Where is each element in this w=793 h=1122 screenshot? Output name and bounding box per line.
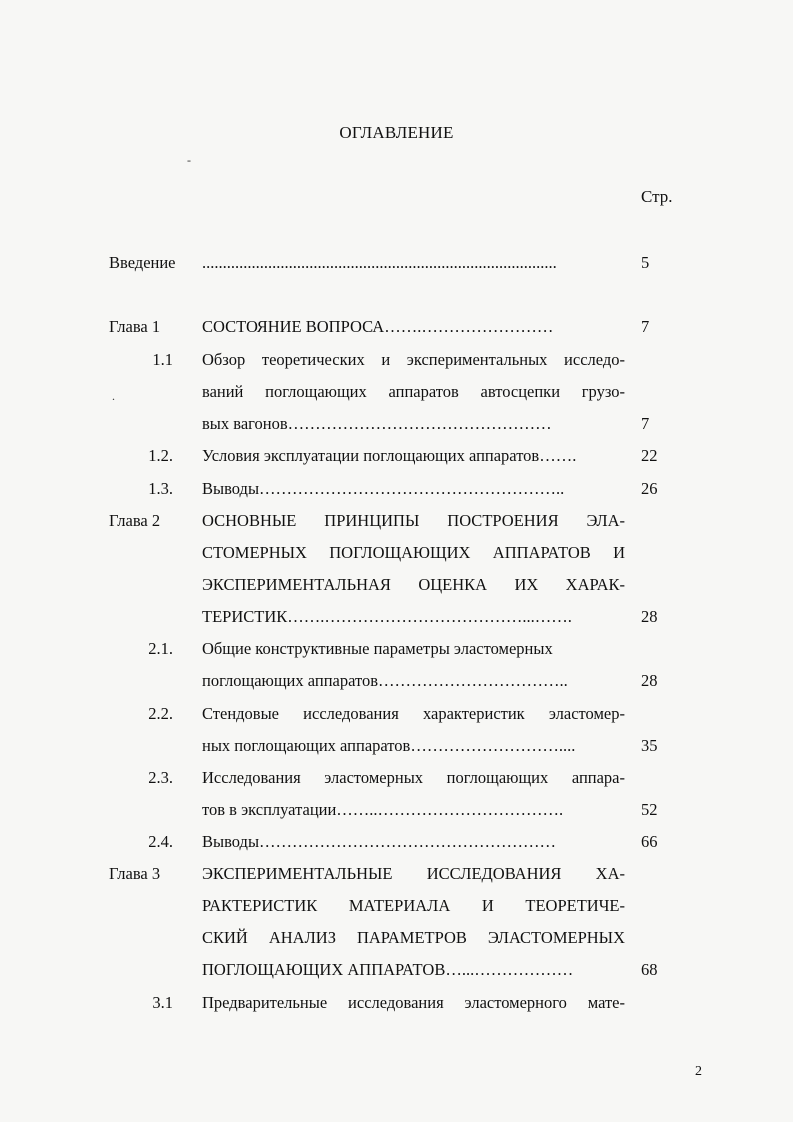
page-number: 2 [695, 1064, 702, 1079]
toc-row [0, 794, 793, 826]
toc-text: Общие конструктивные параметры эластомерных [202, 639, 553, 658]
toc-row [0, 665, 793, 697]
toc-row [0, 730, 793, 762]
toc-number: 1.1 [152, 350, 173, 369]
toc-text: ЭКСПЕРИМЕНТАЛЬНЫЕ ИССЛЕДОВАНИЯ ХА- [202, 864, 625, 883]
toc-number: 3.1 [152, 993, 173, 1012]
toc-row [0, 858, 793, 890]
toc-row [0, 954, 793, 986]
toc-text: вых вагонов………………………………………… [202, 414, 552, 433]
toc-text: СТОМЕРНЫХ ПОГЛОЩАЮЩИХ АППАРАТОВ И [202, 543, 625, 562]
toc-row [0, 247, 793, 279]
page-title: ОГЛАВЛЕНИЕ [339, 123, 454, 142]
toc-number: 2.1. [148, 639, 173, 658]
toc-row [0, 537, 793, 569]
toc-number: Глава 1 [109, 317, 161, 336]
toc-number: 2.4. [148, 832, 173, 851]
toc-page: 7 [641, 414, 650, 433]
toc-text: ных поглощающих аппаратов……………………….... [202, 736, 576, 755]
toc-row [0, 376, 793, 408]
toc-text: Условия эксплуатации поглощающих аппаратов……. [202, 446, 577, 465]
toc-number: Введение [109, 253, 176, 272]
toc-row [0, 408, 793, 440]
toc-row [0, 601, 793, 633]
page-column-header: Стр. [641, 187, 673, 206]
toc-text: ОСНОВНЫЕ ПРИНЦИПЫ ПОСТРОЕНИЯ ЭЛА- [202, 511, 625, 530]
stray-mark: . [112, 389, 115, 403]
toc-page: 26 [641, 479, 658, 498]
toc-row [0, 311, 793, 343]
toc-number: Глава 2 [109, 511, 161, 530]
toc-number: 1.2. [148, 446, 173, 465]
toc-text: Выводы……………………………………………….. [202, 479, 565, 498]
toc-page: 28 [641, 607, 658, 626]
toc-row [0, 633, 793, 665]
toc-row [0, 826, 793, 858]
toc-row [0, 698, 793, 730]
toc-text: Обзор теоретических и экспериментальных исследо- [202, 350, 625, 369]
toc-row [0, 922, 793, 954]
toc-text: Исследования эластомерных поглощающих аппара- [202, 768, 625, 787]
toc-page: 28 [641, 671, 658, 690]
toc-row [0, 762, 793, 794]
toc-text: ...................................................................................... [202, 253, 557, 272]
toc-text: Стендовые исследования характеристик эластомер- [202, 704, 625, 723]
toc-number: 2.2. [148, 704, 173, 723]
toc-page: 52 [641, 800, 658, 819]
toc-row [0, 473, 793, 505]
toc-row [0, 344, 793, 376]
toc-number: 1.3. [148, 479, 173, 498]
toc-text: ваний поглощающих аппаратов автосцепки грузо- [202, 382, 625, 401]
toc-text: ЭКСПЕРИМЕНТАЛЬНАЯ ОЦЕНКА ИХ ХАРАК- [202, 575, 625, 594]
toc-row [0, 890, 793, 922]
toc-page: 35 [641, 736, 658, 755]
toc-text: СКИЙ АНАЛИЗ ПАРАМЕТРОВ ЭЛАСТОМЕРНЫХ [202, 928, 625, 947]
toc-page: 66 [641, 832, 658, 851]
toc-text: Выводы……………………………………………… [202, 832, 557, 851]
toc-page: 68 [641, 960, 658, 979]
toc-row [0, 569, 793, 601]
toc-number: Глава 3 [109, 864, 161, 883]
toc-text: ПОГЛОЩАЮЩИХ АППАРАТОВ…...……………… [202, 960, 574, 979]
toc-text: СОСТОЯНИЕ ВОПРОСА…….…………………… [202, 317, 554, 336]
toc-text: РАКТЕРИСТИК МАТЕРИАЛА И ТЕОРЕТИЧЕ- [202, 896, 625, 915]
toc-text: тов в эксплуатации……..……………………………. [202, 800, 564, 819]
toc-row [0, 440, 793, 472]
toc-page: 22 [641, 446, 658, 465]
stray-mark: - [187, 153, 191, 167]
toc-text: поглощающих аппаратов…………………………….. [202, 671, 568, 690]
toc-row [0, 987, 793, 1019]
toc-text: ТЕРИСТИК…….………………………………...……. [202, 607, 572, 626]
toc-number: 2.3. [148, 768, 173, 787]
toc-page: 7 [641, 317, 650, 336]
toc-text: Предварительные исследования эластомерного мате- [202, 993, 625, 1012]
toc-page: 5 [641, 253, 650, 272]
toc-row [0, 505, 793, 537]
